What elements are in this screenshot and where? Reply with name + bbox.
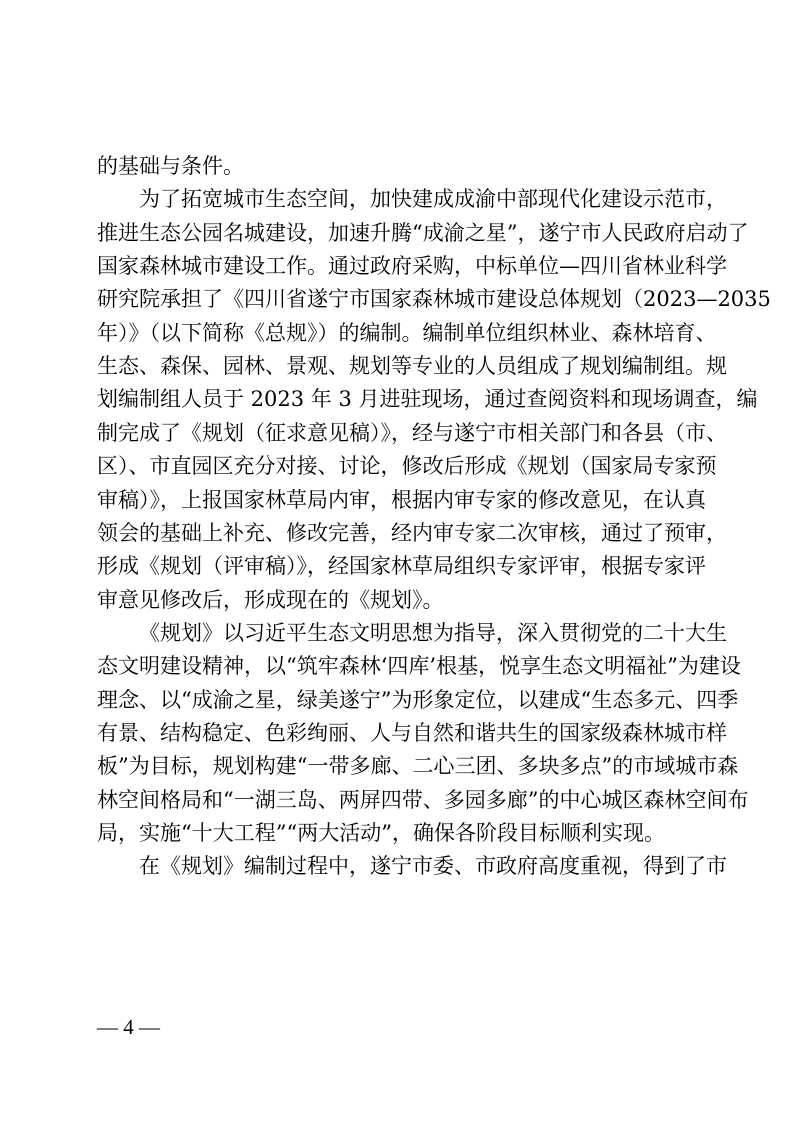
text-line: 形成《规划（评审稿）》，经国家林草局组织专家评审，根据专家评 bbox=[97, 554, 706, 579]
text-line: 国家森林城市建设工作。通过政府采购，中标单位—四川省林业科学 bbox=[97, 254, 727, 279]
text-line: 的基础与条件。 bbox=[97, 154, 244, 178]
text-line: 局，实施“十大工程”“两大活动”，确保各阶段目标顺利实现。 bbox=[97, 821, 665, 845]
text-line: 研究院承担了《四川省遂宁市国家森林城市建设总体规划（2023—2035 bbox=[97, 287, 771, 312]
text-line: 为了拓宽城市生态空间，加快建成成渝中部现代化建设示范市， bbox=[139, 187, 727, 212]
page-number: — 4 — bbox=[97, 1015, 160, 1039]
text-line: 年）》（以下简称《总规》）的编制。编制单位组织林业、森林培育、 bbox=[97, 320, 717, 345]
text-line: 审稿）》，上报国家林草局内审，根据内审专家的修改意见，在认真 bbox=[97, 487, 706, 512]
text-line: 区）、市直园区充分对接、讨论，修改后形成《规划（国家局专家预 bbox=[97, 454, 717, 479]
text-line: 划编制组人员于 2023 年 3 月进驻现场，通过查阅资料和现场调查，编 bbox=[97, 387, 758, 412]
text-line: 审意见修改后，形成现在的《规划》。 bbox=[97, 587, 444, 612]
text-line: 态文明建设精神，以“筑牢森林‘四库’根基，悦享生态文明福祉”为建设 bbox=[97, 654, 741, 679]
text-line: 在《规划》编制过程中，遂宁市委、市政府高度重视，得到了市 bbox=[139, 854, 727, 879]
text-line: 推进生态公园名城建设，加速升腾“成渝之星”，遂宁市人民政府启动了 bbox=[97, 220, 749, 245]
text-line: 生态、森保、园林、景观、规划等专业的人员组成了规划编制组。规 bbox=[97, 354, 727, 379]
text-line: 理念、以“成渝之星，绿美遂宁”为形象定位，以建成“生态多元、四季 bbox=[97, 687, 739, 712]
text-line: 《规划》以习近平生态文明思想为指导，深入贯彻党的二十大生 bbox=[139, 620, 727, 645]
text-line: 制完成了《规划（征求意见稿）》，经与遂宁市相关部门和各县（市、 bbox=[97, 420, 727, 445]
text-line: 板”为目标，规划构建“一带多廊、二心三团、多块多点”的市域城市森 bbox=[97, 754, 739, 779]
text-line: 有景、结构稳定、色彩绚丽、人与自然和谐共生的国家级森林城市样 bbox=[97, 720, 727, 745]
text-line: 领会的基础上补充、修改完善，经内审专家二次审核，通过了预审， bbox=[97, 520, 727, 545]
text-line: 林空间格局和“一湖三岛、两屏四带、多园多廊”的中心城区森林空间布 bbox=[97, 787, 749, 812]
